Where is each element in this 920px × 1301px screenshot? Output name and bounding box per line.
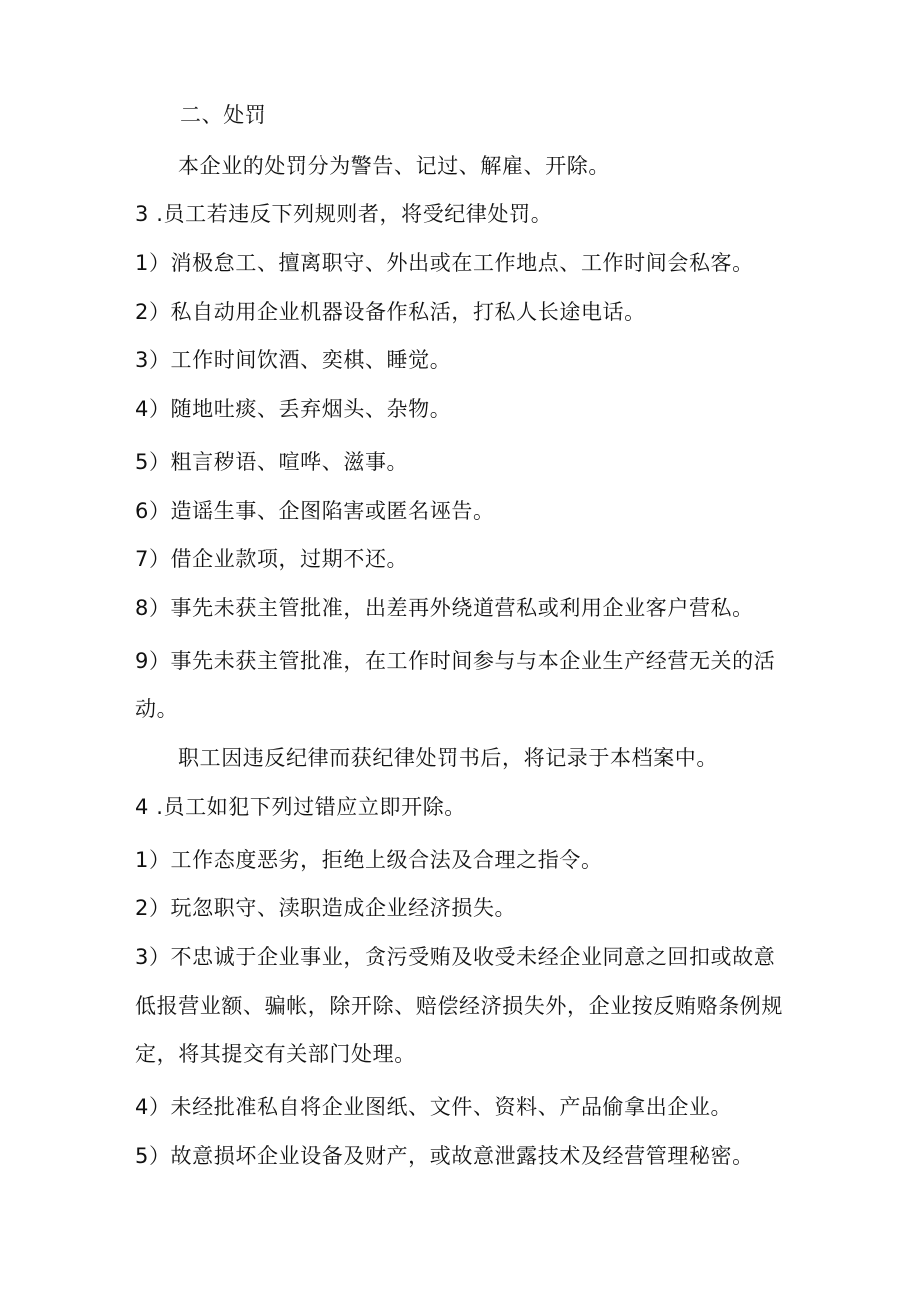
rule3-item-4: 4）随地吐痰、丢弃烟头、杂物。 xyxy=(135,397,452,421)
rule3-item-7: 7）借企业款项，过期不还。 xyxy=(135,547,409,571)
rule4-item-5: 5）故意损坏企业设备及财产，或故意泄露技术及经营管理秘密。 xyxy=(135,1144,754,1168)
rule4-item-4: 4）未经批准私自将企业图纸、文件、资料、产品偷拿出企业。 xyxy=(135,1095,733,1119)
rule3-item-6: 6）造谣生事、企图陷害或匿名诬告。 xyxy=(135,499,495,523)
rule3-item-8: 8）事先未获主管批准，出差再外绕道营私或利用企业客户营私。 xyxy=(135,596,754,620)
rule4-item-1: 1）工作态度恶劣，拒绝上级合法及合理之指令。 xyxy=(135,848,603,872)
rule3-title: 3 .员工若违反下列规则者，将受纪律处罚。 xyxy=(135,202,553,226)
rule3-item-3: 3）工作时间饮酒、奕棋、睡觉。 xyxy=(135,348,452,372)
rule3-item-9-continued: 动。 xyxy=(135,697,179,721)
rule4-item-3: 3）不忠诚于企业事业，贪污受贿及收受未经企业同意之回扣或故意 xyxy=(135,945,776,969)
section-heading: 二、处罚 xyxy=(180,103,267,127)
rule3-note: 职工因违反纪律而获纪律处罚书后，将记录于本档案中。 xyxy=(178,746,718,770)
rule3-item-5: 5）粗言秽语、喧哗、滋事。 xyxy=(135,450,409,474)
rule3-item-1: 1）消极怠工、擅离职守、外出或在工作地点、工作时间会私客。 xyxy=(135,251,754,275)
rule4-title: 4 .员工如犯下列过错应立即开除。 xyxy=(135,795,466,819)
intro-paragraph: 本企业的处罚分为警告、记过、解雇、开除。 xyxy=(178,154,610,178)
rule4-item-3-continued-2: 定，将其提交有关部门处理。 xyxy=(135,1042,416,1066)
rule4-item-2: 2）玩忽职守、渎职造成企业经济损失。 xyxy=(135,896,517,920)
rule3-item-9: 9）事先未获主管批准，在工作时间参与与本企业生产经营无关的活 xyxy=(135,649,776,673)
rule3-item-2: 2）私自动用企业机器设备作私活，打私人长途电话。 xyxy=(135,300,646,324)
rule4-item-3-continued-1: 低报营业额、骗帐，除开除、赔偿经济损失外，企业按反贿赂条例规 xyxy=(135,994,783,1018)
